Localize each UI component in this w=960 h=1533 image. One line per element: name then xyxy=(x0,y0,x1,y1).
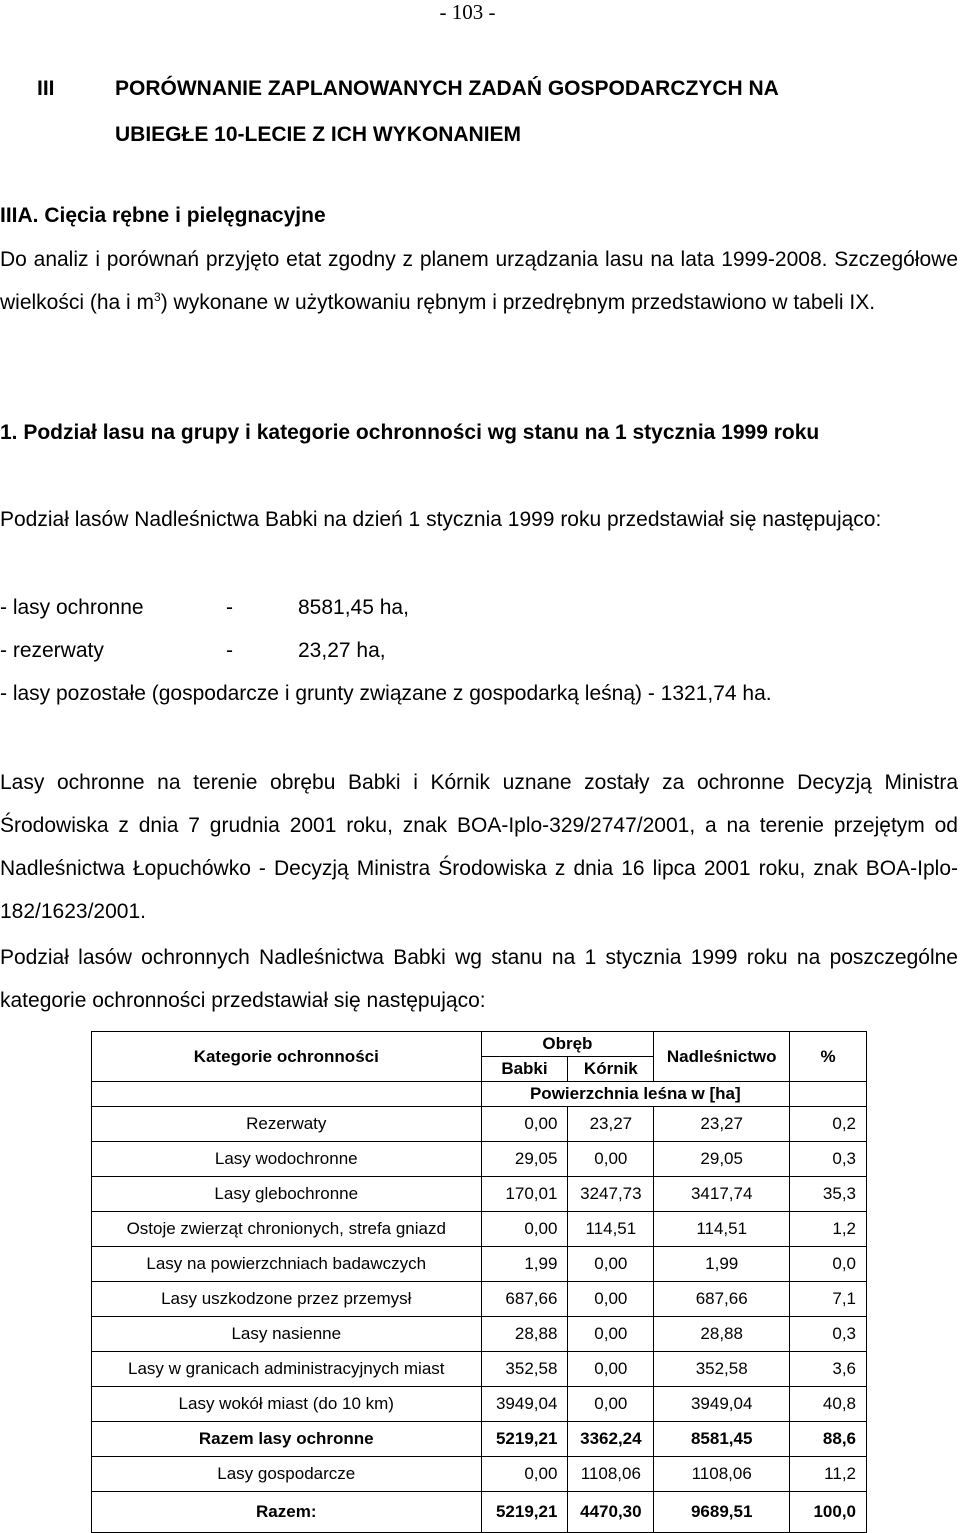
row-name: Razem: xyxy=(92,1492,482,1533)
section-a-paragraph xyxy=(0,238,958,324)
total-row xyxy=(92,1492,867,1533)
table-row xyxy=(92,1387,867,1422)
cell-nadlesnictwo: 3949,04 xyxy=(654,1387,790,1422)
cell-kornik: 23,27 xyxy=(568,1107,654,1142)
row-name: Lasy nasienne xyxy=(92,1317,482,1352)
cell-nadlesnictwo: 28,88 xyxy=(654,1317,790,1352)
cell-nadlesnictwo: 29,05 xyxy=(654,1142,790,1177)
cell-percent: 0,3 xyxy=(790,1142,867,1177)
cell-nadlesnictwo: 9689,51 xyxy=(654,1492,790,1533)
section-a-text-1: Do analiz i porównań przyjęto etat zgodny z planem urządzania lasu na lata 1999-2008. Szczegółowe wielkości (ha i m xyxy=(0,248,958,314)
cell-percent: 3,6 xyxy=(790,1352,867,1387)
cell-babki: 0,00 xyxy=(481,1212,568,1247)
cell-percent: 7,1 xyxy=(790,1282,867,1317)
cell-percent: 40,8 xyxy=(790,1387,867,1422)
header-kornik: Kórnik xyxy=(568,1057,654,1082)
cell-kornik: 3362,24 xyxy=(568,1422,654,1457)
cell-babki: 5219,21 xyxy=(481,1492,568,1533)
cell-kornik: 114,51 xyxy=(568,1212,654,1247)
row-name: Razem lasy ochronne xyxy=(92,1422,482,1457)
table-row xyxy=(92,1177,867,1212)
cell-kornik: 0,00 xyxy=(568,1142,654,1177)
cell-kornik: 3247,73 xyxy=(568,1177,654,1212)
list-item-value: 23,27 ha, xyxy=(298,639,386,662)
table-row xyxy=(92,1142,867,1177)
row-name: Lasy wokół miast (do 10 km) xyxy=(92,1387,482,1422)
cell-percent: 35,3 xyxy=(790,1177,867,1212)
row-name: Rezerwaty xyxy=(92,1107,482,1142)
cell-babki: 1,99 xyxy=(481,1247,568,1282)
cell-percent: 0,2 xyxy=(790,1107,867,1142)
cell-nadlesnictwo: 1,99 xyxy=(654,1247,790,1282)
cell-kornik: 0,00 xyxy=(568,1387,654,1422)
header-unit: Powierzchnia leśna w [ha] xyxy=(481,1082,790,1107)
cell-nadlesnictwo: 1108,06 xyxy=(654,1457,790,1492)
cell-babki: 352,58 xyxy=(481,1352,568,1387)
row-name: Ostoje zwierząt chronionych, strefa gniazd xyxy=(92,1212,482,1247)
protection-categories-table xyxy=(91,1031,867,1533)
section-1-intro: Podział lasów Nadleśnictwa Babki na dzień 1 stycznia 1999 roku przedstawiał się następująco: xyxy=(0,508,882,531)
cell-kornik: 4470,30 xyxy=(568,1492,654,1533)
cell-babki: 29,05 xyxy=(481,1142,568,1177)
table-row xyxy=(92,1247,867,1282)
section-a-superscript: 3 xyxy=(154,290,161,304)
cell-nadlesnictwo: 114,51 xyxy=(654,1212,790,1247)
chapter-title-line2: UBIEGŁE 10-LECIE Z ICH WYKONANIEM xyxy=(115,123,522,146)
cell-babki: 170,01 xyxy=(481,1177,568,1212)
chapter-heading xyxy=(37,66,957,158)
list-item-label: - lasy ochronne xyxy=(0,596,144,619)
header-obreb: Obręb xyxy=(481,1032,654,1057)
cell-kornik: 1108,06 xyxy=(568,1457,654,1492)
header-percent: % xyxy=(790,1032,867,1082)
chapter-number: III xyxy=(37,77,55,100)
section-1-paragraph-2: Lasy ochronne na terenie obrębu Babki i Kórnik uznane zostały za ochronne Decyzją Ministra Środowiska z dnia 7 grudnia 2001 roku, znak BOA-Iplo-329/2747/2001, a na terenie przejętym od Nadleśnictwa Łopuchówko - Decyzją Ministra Środowiska z dnia 16 lipca 2001 roku, znak BOA-Iplo-182/1623/2001. xyxy=(0,771,958,923)
header-babki: Babki xyxy=(481,1057,568,1082)
list-item-last: - lasy pozostałe (gospodarcze i grunty związane z gospodarką leśną) - 1321,74 ha. xyxy=(0,682,772,705)
cell-percent: 100,0 xyxy=(790,1492,867,1533)
cell-percent: 88,6 xyxy=(790,1422,867,1457)
row-name: Lasy wodochronne xyxy=(92,1142,482,1177)
chapter-title-line1: PORÓWNANIE ZAPLANOWANYCH ZADAŃ GOSPODARCZYCH NA xyxy=(115,77,779,100)
table-row xyxy=(92,1352,867,1387)
cell-kornik: 0,00 xyxy=(568,1317,654,1352)
cell-nadlesnictwo: 3417,74 xyxy=(654,1177,790,1212)
row-name: Lasy glebochronne xyxy=(92,1177,482,1212)
cell-babki: 0,00 xyxy=(481,1457,568,1492)
row-name: Lasy w granicach administracyjnych miast xyxy=(92,1352,482,1387)
cell-nadlesnictwo: 352,58 xyxy=(654,1352,790,1387)
cell-babki: 3949,04 xyxy=(481,1387,568,1422)
cell-percent: 1,2 xyxy=(790,1212,867,1247)
section-a-text-2: ) wykonane w użytkowaniu rębnym i przedrębnym przedstawiono w tabeli IX. xyxy=(160,291,876,314)
cell-nadlesnictwo: 8581,45 xyxy=(654,1422,790,1457)
list-item-value: 8581,45 ha, xyxy=(298,596,409,619)
row-name: Lasy na powierzchniach badawczych xyxy=(92,1247,482,1282)
section-a-heading: IIIA. Cięcia rębne i pielęgnacyjne xyxy=(0,204,326,227)
cell-babki: 0,00 xyxy=(481,1107,568,1142)
section-1-paragraph-3: Podział lasów ochronnych Nadleśnictwa Babki wg stanu na 1 stycznia 1999 roku na poszczególne kategorie ochronności przedstawiał się następująco: xyxy=(0,946,958,1012)
table-row xyxy=(92,1107,867,1142)
cell-kornik: 0,00 xyxy=(568,1352,654,1387)
cell-kornik: 0,00 xyxy=(568,1247,654,1282)
row-name: Lasy gospodarcze xyxy=(92,1457,482,1492)
cell-kornik: 0,00 xyxy=(568,1282,654,1317)
table-row xyxy=(92,1212,867,1247)
header-nadlesnictwo: Nadleśnictwo xyxy=(654,1032,790,1082)
page-number: - 103 - xyxy=(439,0,496,24)
list-item-dash: - xyxy=(226,596,233,619)
header-empty xyxy=(92,1082,482,1107)
cell-babki: 687,66 xyxy=(481,1282,568,1317)
cell-percent: 0,3 xyxy=(790,1317,867,1352)
section-1-heading: 1. Podział lasu na grupy i kategorie ochronności wg stanu na 1 stycznia 1999 roku xyxy=(0,421,820,444)
table-row xyxy=(92,1317,867,1352)
subtotal-row xyxy=(92,1422,867,1457)
cell-babki: 28,88 xyxy=(481,1317,568,1352)
header-category: Kategorie ochronności xyxy=(92,1032,482,1082)
cell-babki: 5219,21 xyxy=(481,1422,568,1457)
list-item-dash: - xyxy=(226,639,233,662)
list-item-label: - rezerwaty xyxy=(0,639,104,662)
table-row xyxy=(92,1457,867,1492)
table-row xyxy=(92,1282,867,1317)
cell-nadlesnictwo: 687,66 xyxy=(654,1282,790,1317)
cell-nadlesnictwo: 23,27 xyxy=(654,1107,790,1142)
row-name: Lasy uszkodzone przez przemysł xyxy=(92,1282,482,1317)
cell-percent: 0,0 xyxy=(790,1247,867,1282)
cell-percent: 11,2 xyxy=(790,1457,867,1492)
header-empty xyxy=(790,1082,867,1107)
